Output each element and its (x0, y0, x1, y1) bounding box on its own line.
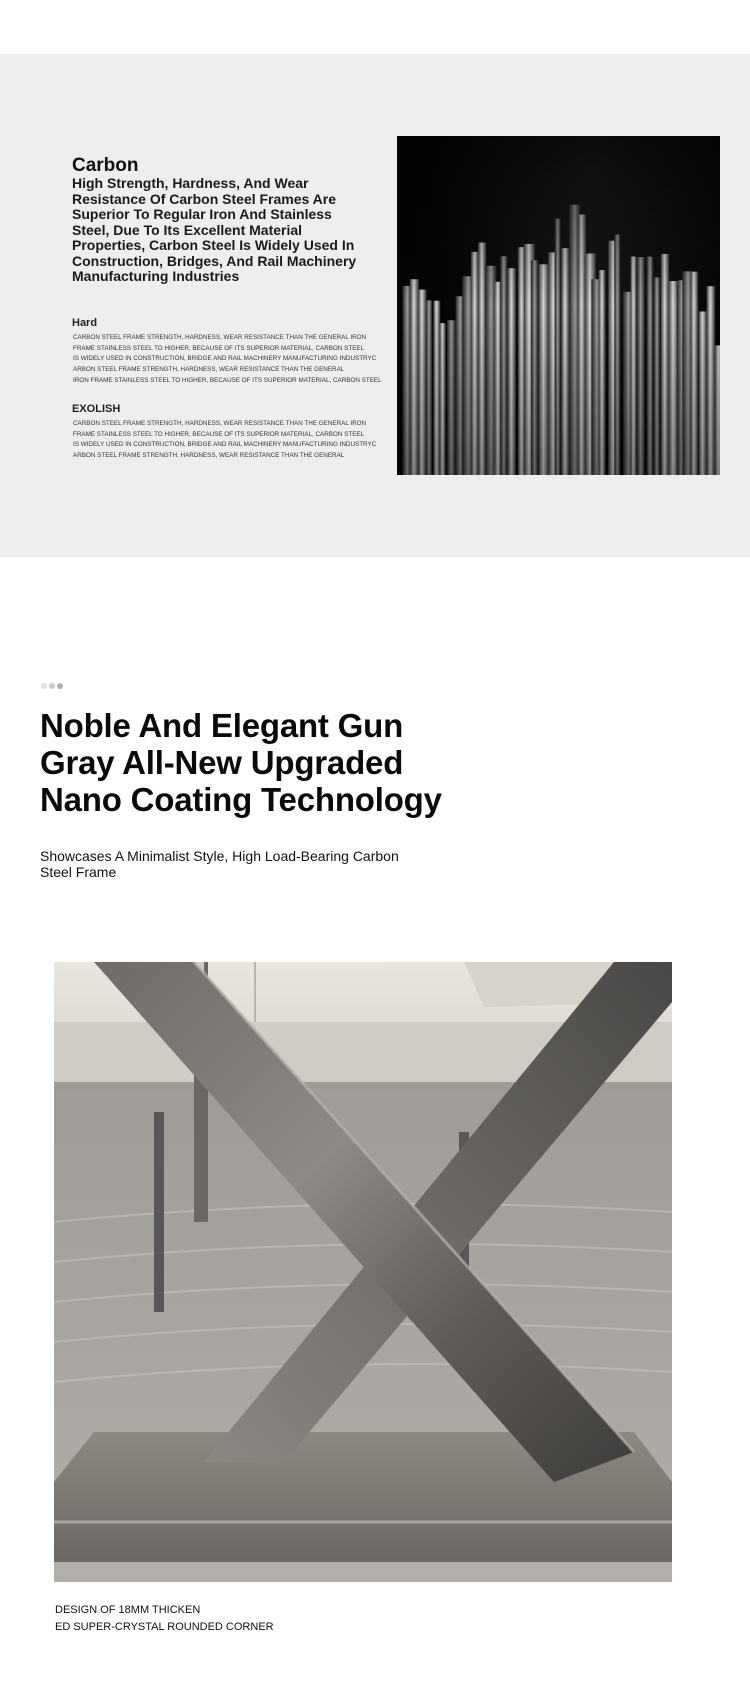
exolish-line: IS WIDELY USED IN CONSTRUCTION, BRIDGE AND RAIL MACHINERY MANUFACTURING INDUSTRYC (73, 441, 377, 449)
exolish-description (73, 419, 383, 462)
dot-icon (57, 683, 63, 689)
caption-line: ED SUPER-CRYSTAL ROUNDED CORNER (55, 1621, 274, 1633)
caption-line: DESIGN OF 18MM THICKEN (55, 1604, 201, 1616)
hard-line: IS WIDELY USED IN CONSTRUCTION, BRIDGE AND RAIL MACHINERY MANUFACTURING INDUSTRYC (73, 355, 377, 363)
exolish-line: CARBON STEEL FRAME STRENGTH, HARDNESS, WEAR RESISTANCE THAN THE GENERAL IRON (73, 420, 367, 427)
table-leg-illustration (54, 962, 672, 1582)
hard-line: IRON FRAME STAINLESS STEEL TO HIGHER, BECAUSE OF ITS SUPERIOR MATERIAL, CARBON STEEL (73, 376, 382, 384)
feature-title-line: Gray All-New Upgraded (40, 744, 404, 781)
hard-heading: Hard (72, 317, 98, 329)
hard-line: CARBON STEEL FRAME STRENGTH, HARDNESS, WEAR RESISTANCE THAN THE GENERAL IRON (73, 334, 367, 341)
decorative-dots (41, 683, 63, 689)
exolish-heading: EXOLISH (72, 403, 121, 415)
feature-title-line: Nano Coating Technology (40, 781, 442, 818)
dot-icon (41, 683, 47, 689)
feature-title (40, 707, 500, 818)
feature-title-line: Noble And Elegant Gun (40, 707, 404, 744)
caption (55, 1602, 274, 1636)
exolish-line: ARBON STEEL FRAME STRENGTH, HARDNESS, WEAR RESISTANCE THAN THE GENERAL (73, 452, 345, 460)
carbon-lead-text: High Strength, Hardness, And Wear Resistance Of Carbon Steel Frames Are Superior To Regular Iron And Stainless Steel, Due To Its Excellent Material Properties, Carbon Steel Is Widely Used In Construction, Bridges, And Rail Machinery Manufacturing Industries (72, 175, 357, 284)
hard-description (73, 333, 383, 387)
exolish-line: FRAME STAINLESS STEEL TO HIGHER, BECAUSE OF ITS SUPERIOR MATERIAL, CARBON STEEL (73, 430, 365, 438)
hard-line: FRAME STAINLESS STEEL TO HIGHER, BECAUSE OF ITS SUPERIOR MATERIAL, CARBON STEEL (73, 344, 365, 352)
steel-bars-image (397, 136, 720, 475)
steel-bars-illustration (397, 136, 720, 475)
feature-subtitle: Showcases A Minimalist Style, High Load-Bearing Carbon Steel Frame (40, 848, 399, 880)
table-leg-photo (54, 962, 672, 1582)
hard-line: ARBON STEEL FRAME STRENGTH, HARDNESS, WEAR RESISTANCE THAN THE GENERAL (73, 366, 345, 374)
carbon-title: Carbon (72, 155, 139, 176)
dot-icon (49, 683, 55, 689)
